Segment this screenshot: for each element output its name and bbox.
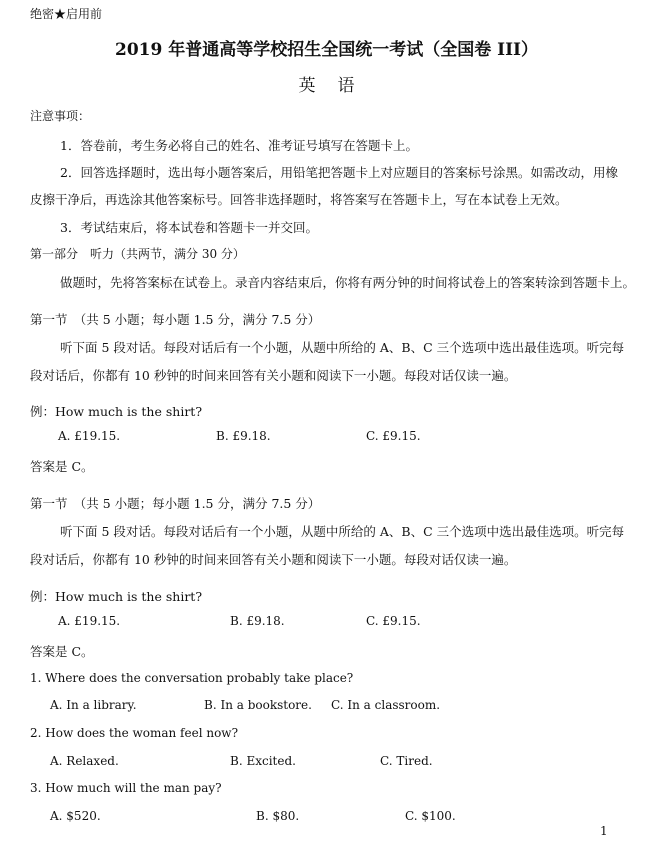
question-3-option-b: B. $80. <box>256 809 300 823</box>
section-a-option-a: A. £19.15. <box>58 429 121 443</box>
section-a-line-1: 听下面 5 段对话。每段对话后有一个小题，从题中所给的 A、B、C 三个选项中选出最佳选项。听完每 <box>60 340 625 355</box>
question-2-option-a: A. Relaxed. <box>50 754 119 768</box>
note-item-2-line-1: 2．回答选择题时，选出每小题答案后，用铅笔把答题卡上对应题目的答案标号涂黑。如需改动，用橡 <box>60 165 618 180</box>
page-number: 1 <box>600 824 608 838</box>
question-2: 2. How does the woman feel now? <box>30 726 239 740</box>
part1-heading: 第一部分 听力（共两节，满分 30 分） <box>30 247 245 261</box>
section-a-option-c: C. £9.15. <box>366 429 421 443</box>
note-item-2-line-2: 皮擦干净后，再选涂其他答案标号。回答非选择题时，将答案写在答题卡上，写在本试卷上无效。 <box>30 192 568 207</box>
section-b-line-1: 听下面 5 段对话。每段对话后有一个小题，从题中所给的 A、B、C 三个选项中选出最佳选项。听完每 <box>60 524 625 539</box>
exam-title: 2019 年普通高等学校招生全国统一考试（全国卷 III） <box>114 40 538 60</box>
question-1-option-b: B. In a bookstore. <box>204 698 312 712</box>
question-1-option-a: A. In a library. <box>50 698 137 712</box>
confidential-label: 绝密★启用前 <box>30 7 103 21</box>
question-2-option-b: B. Excited. <box>230 754 296 768</box>
question-3-option-c: C. $100. <box>405 809 456 823</box>
section-b-option-b: B. £9.18. <box>230 614 285 628</box>
section-a-example-question: 例：How much is the shirt? <box>30 404 203 419</box>
section-b-option-a: A. £19.15. <box>58 614 121 628</box>
question-1-option-c: C. In a classroom. <box>331 698 441 712</box>
section-b-line-2: 段对话后，你都有 10 秒钟的时间来回答有关小题和阅读下一小题。每段对话仅读一遍。 <box>30 552 517 567</box>
section-b-example-question: 例：How much is the shirt? <box>30 589 203 604</box>
notes-heading: 注意事项： <box>30 109 91 123</box>
section-b-answer: 答案是 C。 <box>30 644 94 659</box>
section-b-option-c: C. £9.15. <box>366 614 421 628</box>
section-a-line-2: 段对话后，你都有 10 秒钟的时间来回答有关小题和阅读下一小题。每段对话仅读一遍。 <box>30 368 517 383</box>
subject-title: 英语 <box>298 76 377 96</box>
question-3: 3. How much will the man pay? <box>30 781 222 795</box>
part1-instruction: 做题时，先将答案标在试卷上。录音内容结束后，你将有两分钟的时间将试卷上的答案转涂到答题卡上。 <box>60 275 636 290</box>
section-a-answer: 答案是 C。 <box>30 459 94 474</box>
note-item-1: 1．答卷前，考生务必将自己的姓名、准考证号填写在答题卡上。 <box>60 138 418 153</box>
question-3-option-a: A. $520. <box>50 809 101 823</box>
note-item-3: 3．考试结束后，将本试卷和答题卡一并交回。 <box>60 220 318 235</box>
section-a-option-b: B. £9.18. <box>216 429 271 443</box>
section-a-heading: 第一节 （共 5 小题；每小题 1.5 分，满分 7.5 分） <box>30 312 321 327</box>
question-2-option-c: C. Tired. <box>380 754 433 768</box>
section-b-heading: 第一节 （共 5 小题；每小题 1.5 分，满分 7.5 分） <box>30 496 321 511</box>
question-1: 1. Where does the conversation probably take place? <box>30 671 354 685</box>
